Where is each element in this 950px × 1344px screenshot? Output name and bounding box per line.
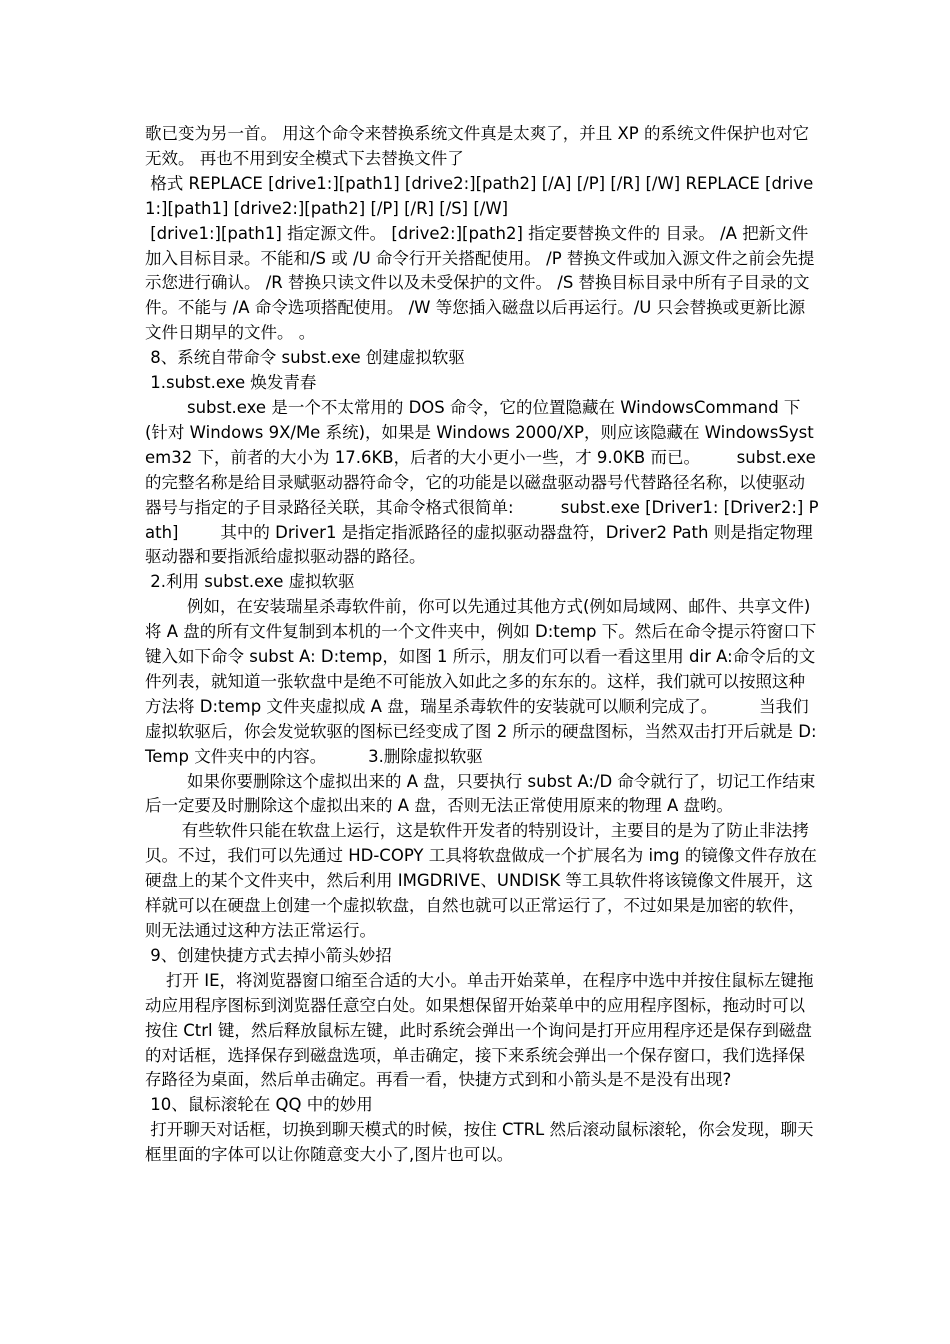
- paragraph-replace-options: [drive1:][path1] 指定源文件。 [drive2:][path2] 指定要替换文件的 目录。 /A 把新文件加入目标目录。不能和/S 或 /U 命令行开关搭配使用。 /P 替换文件或加入源文件之前会先提示您进行确认。 /R 替换只读文件以及未受保护的文件。 /S 替换目标目录中所有子目录的文件。不能与 /A 命令选项搭配使用。 /W 等您插入磁盘以后再运行。/U 只会替换或更新比源文件日期早的文件。 。: [145, 223, 815, 343]
- paragraph-subst-example: 例如，在安装瑞星杀毒软件前，你可以先通过其他方式(例如局域网、邮件、共享文件)将 A 盘的所有文件复制到本机的一个文件夹中，例如 D:temp 下。然后在命令提示符窗口下键入如下命令 subst A: D:temp，如图 1 所示，朋友们可以看一看这里用 dir A:命令后的文件列表，就知道一张软盘中是绝不可能放入如此之多的东东的。这样，我们就可以按照这种方法将 D:temp 文件夹虚拟成 A 盘，瑞星杀毒软件的安装就可以顺利完成了。 当我们虚拟软驱后，你会发觉软驱的图标已经变成了图 2 所示的硬盘图标，当然双击打开后就是 D:Temp 文件夹中的内容。 3.删除虚拟软驱: [145, 597, 817, 766]
- paragraph-shortcut-arrow: 打开 IE，将浏览器窗口缩至合适的大小。单击开始菜单，在程序中选中并按住鼠标左键拖动应用程序图标到浏览器任意空白处。如果想保留开始菜单中的应用程序图标，拖动时可以按住 Ctrl 键，然后释放鼠标左键，此时系统会弹出一个询问是打开应用程序还是保存到磁盘的对话框，选择保存到磁盘选项，单击确定，接下来系统会弹出一个保存窗口，我们选择保存路径为桌面，然后单击确定。再看一看，快捷方式到和小箭头是不是没有出现?: [145, 970, 814, 1090]
- paragraph-replace-syntax: 格式 REPLACE [drive1:][path1] [drive2:][path2] [/A] [/P] [/R] [/W] REPLACE [drive1:][path1] [drive2:][path2] [/P] [/R] [/S] [/W]: [145, 173, 814, 218]
- heading-section-10: 10、鼠标滚轮在 QQ 中的妙用: [145, 1095, 373, 1115]
- paragraph-subst-description: subst.exe 是一个不太常用的 DOS 命令，它的位置隐藏在 WindowsCommand 下(针对 Windows 9X/Me 系统)，如果是 Windows 2000/XP，则应该隐藏在 WindowsSystem32 下，前者的大小为 17.6KB，后者的大小更小一些，才 9.0KB 而已。 subst.exe 的完整名称是给目录赋驱动器符命令，它的功能是以磁盘驱动器号代替路径名称，以使驱动器号与指定的子目录路径关联，其命令格式很简单: subst.exe [Driver1: [Driver2:] Path] 其中的 Driver1 是指定指派路径的虚拟驱动器盘符，Driver2 Path 则是指定物理驱动器和要指派给虚拟驱动器的路径。: [145, 397, 822, 567]
- paragraph-xp-protection: 歌已变为另一首。 用这个命令来替换系统文件真是太爽了，并且 XP 的系统文件保护也对它无效。 再也不用到安全模式下去替换文件了: [145, 124, 809, 168]
- document-body: [145, 122, 820, 1168]
- heading-section-9: 9、创建快捷方式去掉小箭头妙招: [145, 945, 392, 965]
- heading-section-8: 8、系统自带命令 subst.exe 创建虚拟软驱: [145, 348, 465, 368]
- heading-subst-intro: 1.subst.exe 焕发青春: [145, 373, 317, 393]
- paragraph-subst-delete: 如果你要删除这个虚拟出来的 A 盘，只要执行 subst A:/D 命令就行了，切记工作结束后一定要及时删除这个虚拟出来的 A 盘，否则无法正常使用原来的物理 A 盘哟。: [145, 771, 816, 816]
- heading-subst-usage: 2.利用 subst.exe 虚拟软驱: [145, 572, 355, 592]
- paragraph-virtual-floppy: 有些软件只能在软盘上运行，这是软件开发者的特别设计，主要目的是为了防止非法拷贝。不过，我们可以先通过 HD-COPY 工具将软盘做成一个扩展名为 img 的镜像文件存放在硬盘上的某个文件夹中，然后利用 IMGDRIVE、UNDISK 等工具软件将该镜像文件展开，这样就可以在硬盘上创建一个虚拟软盘，自然也就可以正常运行了，不过如果是加密的软件，则无法通过这种方法正常运行。: [145, 821, 817, 940]
- paragraph-qq-scroll: 打开聊天对话框，切换到聊天模式的时候，按住 CTRL 然后滚动鼠标滚轮，你会发现，聊天框里面的字体可以让你随意变大小了,图片也可以。: [145, 1120, 814, 1165]
